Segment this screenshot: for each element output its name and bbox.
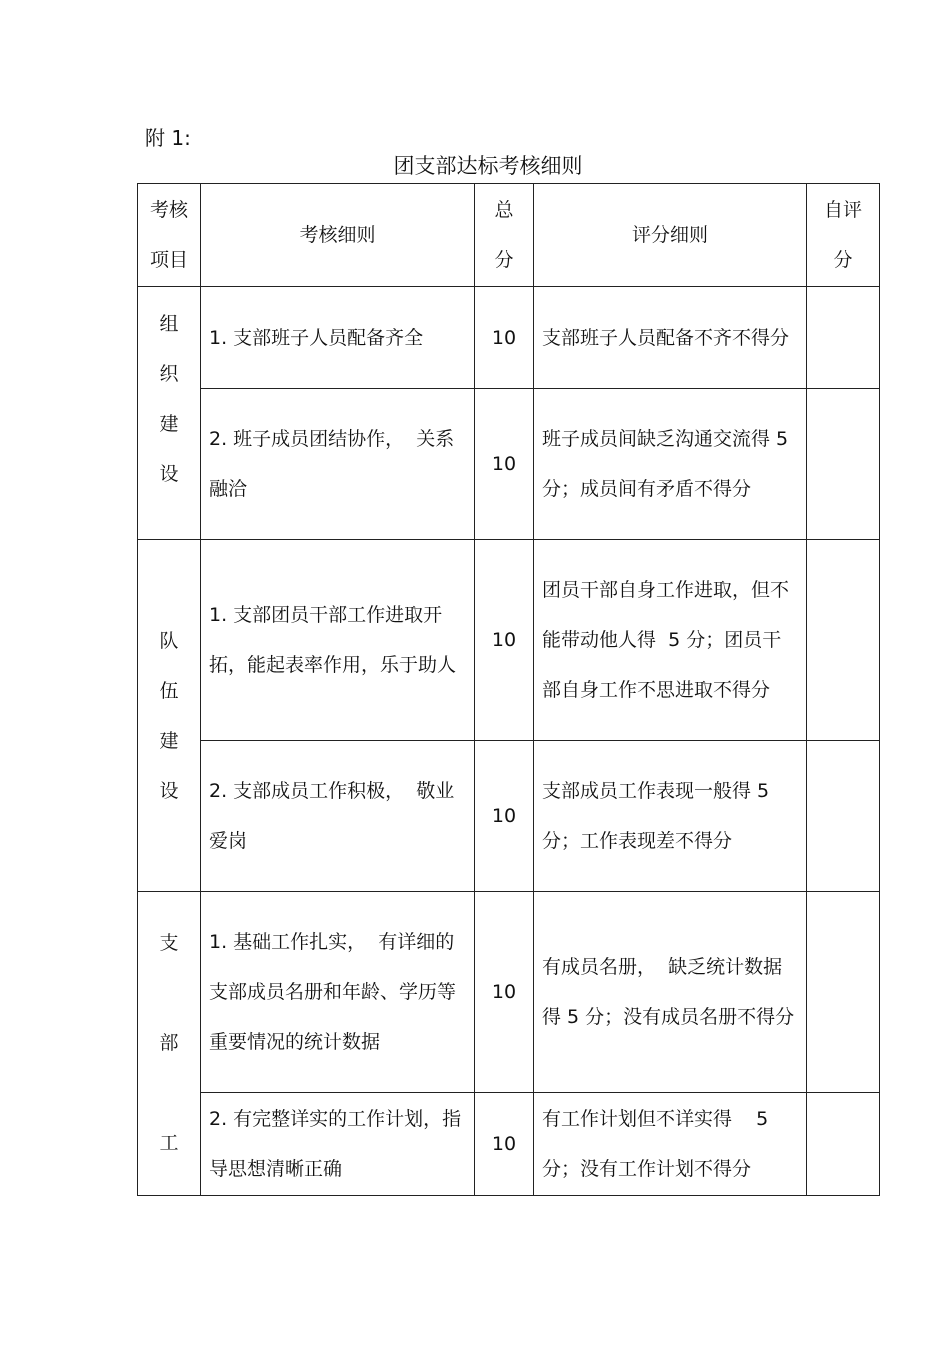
header-item: 考核项目 [138,184,201,287]
score-cell: 支部班子人员配备不齐不得分 [534,287,807,389]
table-row [138,1093,880,1196]
header-score: 评分细则 [534,184,807,287]
table-row [138,540,880,741]
document-title: 团支部达标考核细则 [393,154,583,178]
assessment-table [137,183,880,1196]
annex-label: 附 1: [145,126,191,150]
self-score-cell [807,1093,880,1196]
table-row [138,389,880,540]
score-cell: 班子成员间缺乏沟通交流得 5 分；成员间有矛盾不得分 [534,389,807,540]
group-cell-org: 组织建设 [138,287,201,540]
rule-cell: 2. 有完整详实的工作计划，指导思想清晰正确 [201,1093,475,1196]
table-header-row [138,184,880,287]
score-cell: 团员干部自身工作进取，但不能带动他人得 5 分；团员干部自身工作不思进取不得分 [534,540,807,741]
header-total: 总分 [475,184,534,287]
rule-cell: 1. 支部班子人员配备齐全 [201,287,475,389]
score-cell: 支部成员工作表现一般得 5 分；工作表现差不得分 [534,741,807,892]
group-cell-work: 支部工 [138,892,201,1196]
rule-cell: 1. 基础工作扎实， 有详细的支部成员名册和年龄、学历等重要情况的统计数据 [201,892,475,1093]
total-cell: 10 [475,1093,534,1196]
total-cell: 10 [475,389,534,540]
table-row [138,892,880,1093]
score-cell: 有成员名册， 缺乏统计数据得 5 分；没有成员名册不得分 [534,892,807,1093]
self-score-cell [807,741,880,892]
total-cell: 10 [475,540,534,741]
rule-cell: 1. 支部团员干部工作进取开拓，能起表率作用，乐于助人 [201,540,475,741]
self-score-cell [807,287,880,389]
total-cell: 10 [475,287,534,389]
self-score-cell [807,389,880,540]
header-self: 自评分 [807,184,880,287]
rule-cell: 2. 班子成员团结协作， 关系融洽 [201,389,475,540]
rule-cell: 2. 支部成员工作积极， 敬业爱岗 [201,741,475,892]
header-rule: 考核细则 [201,184,475,287]
self-score-cell [807,540,880,741]
score-cell: 有工作计划但不详实得 5 分；没有工作计划不得分 [534,1093,807,1196]
total-cell: 10 [475,892,534,1093]
self-score-cell [807,892,880,1093]
group-cell-team: 队伍建设 [138,540,201,892]
table-row [138,287,880,389]
total-cell: 10 [475,741,534,892]
table-row [138,741,880,892]
